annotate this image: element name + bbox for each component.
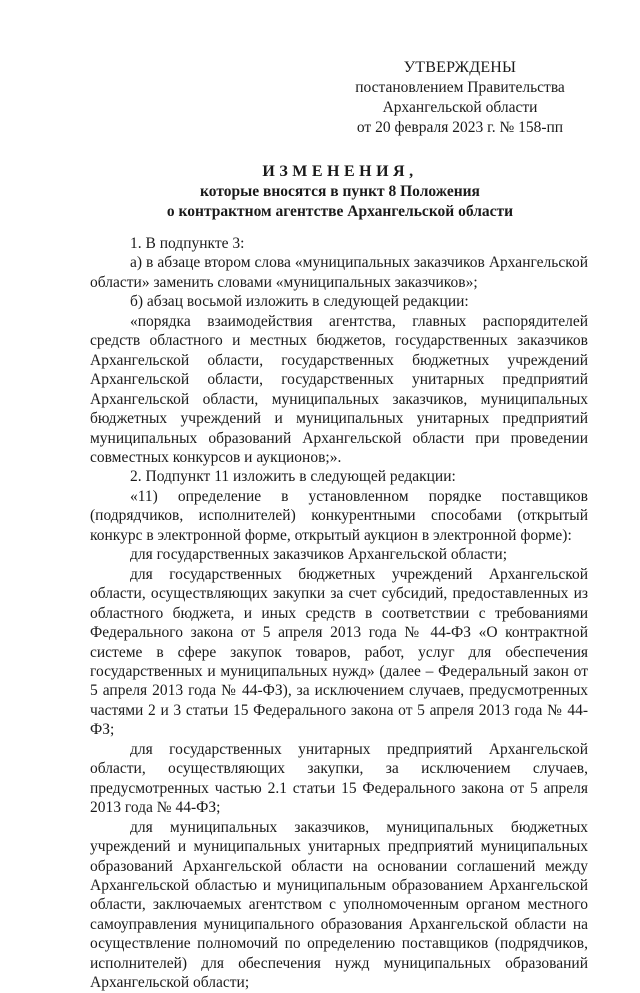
paragraph-1: 1. В подпункте 3: bbox=[130, 235, 245, 252]
document-title: ИЗМЕНЕНИЯ, bbox=[262, 163, 418, 180]
document-heading bbox=[90, 162, 590, 222]
paragraph-1b: б) абзац восьмой изложить в следующей редакции: bbox=[130, 293, 469, 311]
paragraph-2: 2. Подпункт 11 изложить в следующей редакции: bbox=[130, 468, 456, 486]
approval-line-region: Архангельской области bbox=[382, 99, 538, 116]
paragraph-2-municipal-customers: для муниципальных заказчиков, муниципальных бюджетных учреждений и муниципальных унитарных предприятий муниципальных образований Архангельской области на основании соглашений между Архангельской областью и муниципальным образованием Архангельской области, заключаемых агентством с уполномоченным органом местного самоуправления муниципального образования Архангельской области на осуществление полномочий по определению поставщиков (подрядчиков, исполнителей) для обеспечения нужд муниципальных образований Архангельской области; bbox=[90, 818, 588, 992]
paragraph-2-state-customers: для государственных заказчиков Архангельской области; bbox=[130, 546, 508, 564]
document-subtitle-line2: о контрактном агентстве Архангельской области bbox=[166, 203, 514, 220]
approval-line-date: от 20 февраля 2023 г. № 158-пп bbox=[356, 119, 564, 136]
approval-title: УТВЕРЖДЕНЫ bbox=[403, 59, 517, 76]
document-body bbox=[90, 234, 588, 993]
approval-block bbox=[340, 58, 580, 138]
paragraph-2-budget-institutions: для государственных бюджетных учреждений Архангельской области, осуществляющих закупки за счет субсидий, предоставленных из областного бюджета, и иных средств в соответствии с требованиями Федерального закона от 5 апреля 2013 года № 44-ФЗ «О контрактной системе в сфере закупок товаров, работ, услуг для обеспечения государственных и муниципальных нужд» (далее – Федеральный закон от 5 апреля 2013 года № 44-ФЗ), за исключением случаев, предусмотренных частями 2 и 3 статьи 15 Федерального закона от 5 апреля 2013 года № 44-ФЗ; bbox=[90, 565, 588, 739]
approval-line-resolution: постановлением Правительства bbox=[355, 79, 565, 96]
paragraph-1a: а) в абзаце втором слова «муниципальных заказчиков Архангельской области» заменить словами «муниципальных заказчиков»; bbox=[90, 254, 588, 291]
paragraph-2-item-11: «11) определение в установленном порядке поставщиков (подрядчиков, исполнителей) конкурентными способами (открытый конкурс в электронной форме, открытый аукцион в электронной форме): bbox=[90, 487, 588, 544]
document-subtitle-line1: которые вносятся в пункт 8 Положения bbox=[200, 183, 480, 200]
paragraph-2-unitary-enterprises: для государственных унитарных предприятий Архангельской области, осуществляющих закупки, за исключением случаев, предусмотренных частью 2.1 статьи 15 Федерального закона от 5 апреля 2013 года № 44-ФЗ; bbox=[90, 740, 588, 817]
paragraph-1b-text: «порядка взаимодействия агентства, главных распорядителей средств областного и местных бюджетов, государственных заказчиков Архангельской области, государственных бюджетных учреждений Архангельской области, государственных унитарных предприятий Архангельской области, муниципальных заказчиков, муниципальных бюджетных учреждений и муниципальных унитарных предприятий муниципальных образований Архангельской области при проведении совместных конкурсов и аукционов;». bbox=[90, 312, 588, 466]
